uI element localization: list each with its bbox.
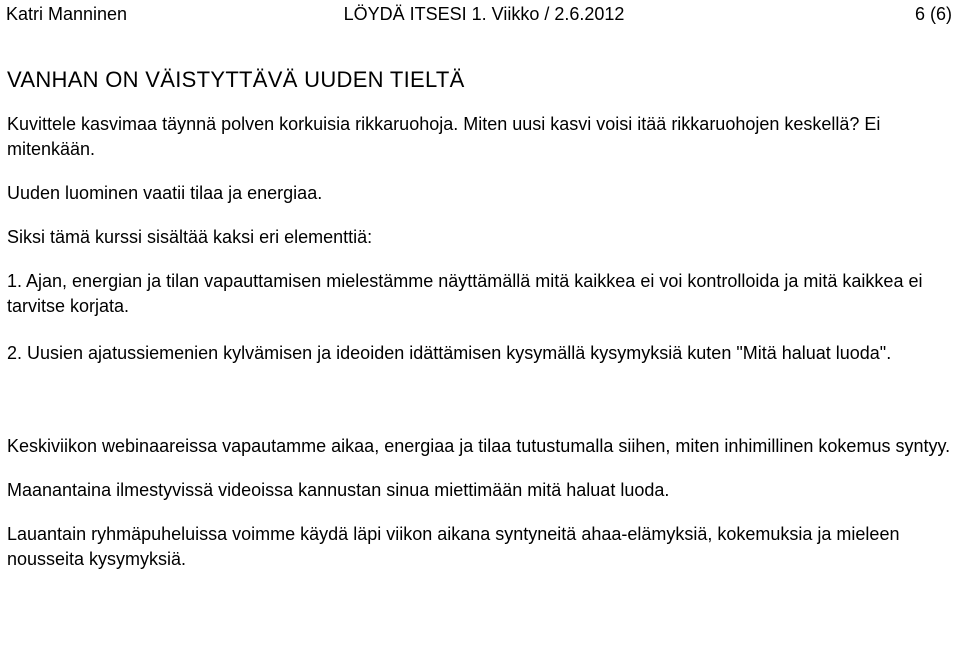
list-item-2: 2. Uusien ajatussiemenien kylvämisen ja ideoiden idättämisen kysymällä kysymyksiä kuten "Mitä haluat luoda". [7, 343, 892, 363]
paragraph-webinars: Keskiviikon webinaareissa vapautamme aikaa, energiaa ja tilaa tutustumalla siihen, miten inhimillinen kokemus syntyy. [7, 436, 951, 456]
paragraph-group-calls: Lauantain ryhmäpuheluissa voimme käydä läpi viikon aikana syntyneitä ahaa-elämyksiä, kokemuksia ja mieleen nousseita kysymyksiä. [7, 524, 900, 569]
paragraph-elements: Siksi tämä kurssi sisältää kaksi eri elementtiä: [7, 227, 373, 247]
paragraph-videos: Maanantaina ilmestyvissä videoissa kannustan sinua miettimään mitä haluat luoda. [7, 480, 670, 500]
header-title: LÖYDÄ ITSESI 1. Viikko / 2.6.2012 [343, 4, 625, 24]
page-header [6, 3, 952, 25]
document-title: VANHAN ON VÄISTYTTÄVÄ UUDEN TIELTÄ [7, 67, 465, 92]
list-item-1: 1. Ajan, energian ja tilan vapauttamisen mielestämme näyttämällä mitä kaikkea ei voi kontrolloida ja mitä kaikkea ei tarvitse korjata. [7, 271, 923, 316]
paragraph-intro: Kuvittele kasvimaa täynnä polven korkuisia rikkaruohoja. Miten uusi kasvi voisi itää rikkaruohojen keskellä? Ei mitenkään. [7, 114, 881, 159]
paragraph-energy: Uuden luominen vaatii tilaa ja energiaa. [7, 183, 323, 203]
document-body [7, 67, 952, 572]
header-author: Katri Manninen [6, 4, 128, 24]
header-page-number: 6 (6) [914, 4, 952, 24]
